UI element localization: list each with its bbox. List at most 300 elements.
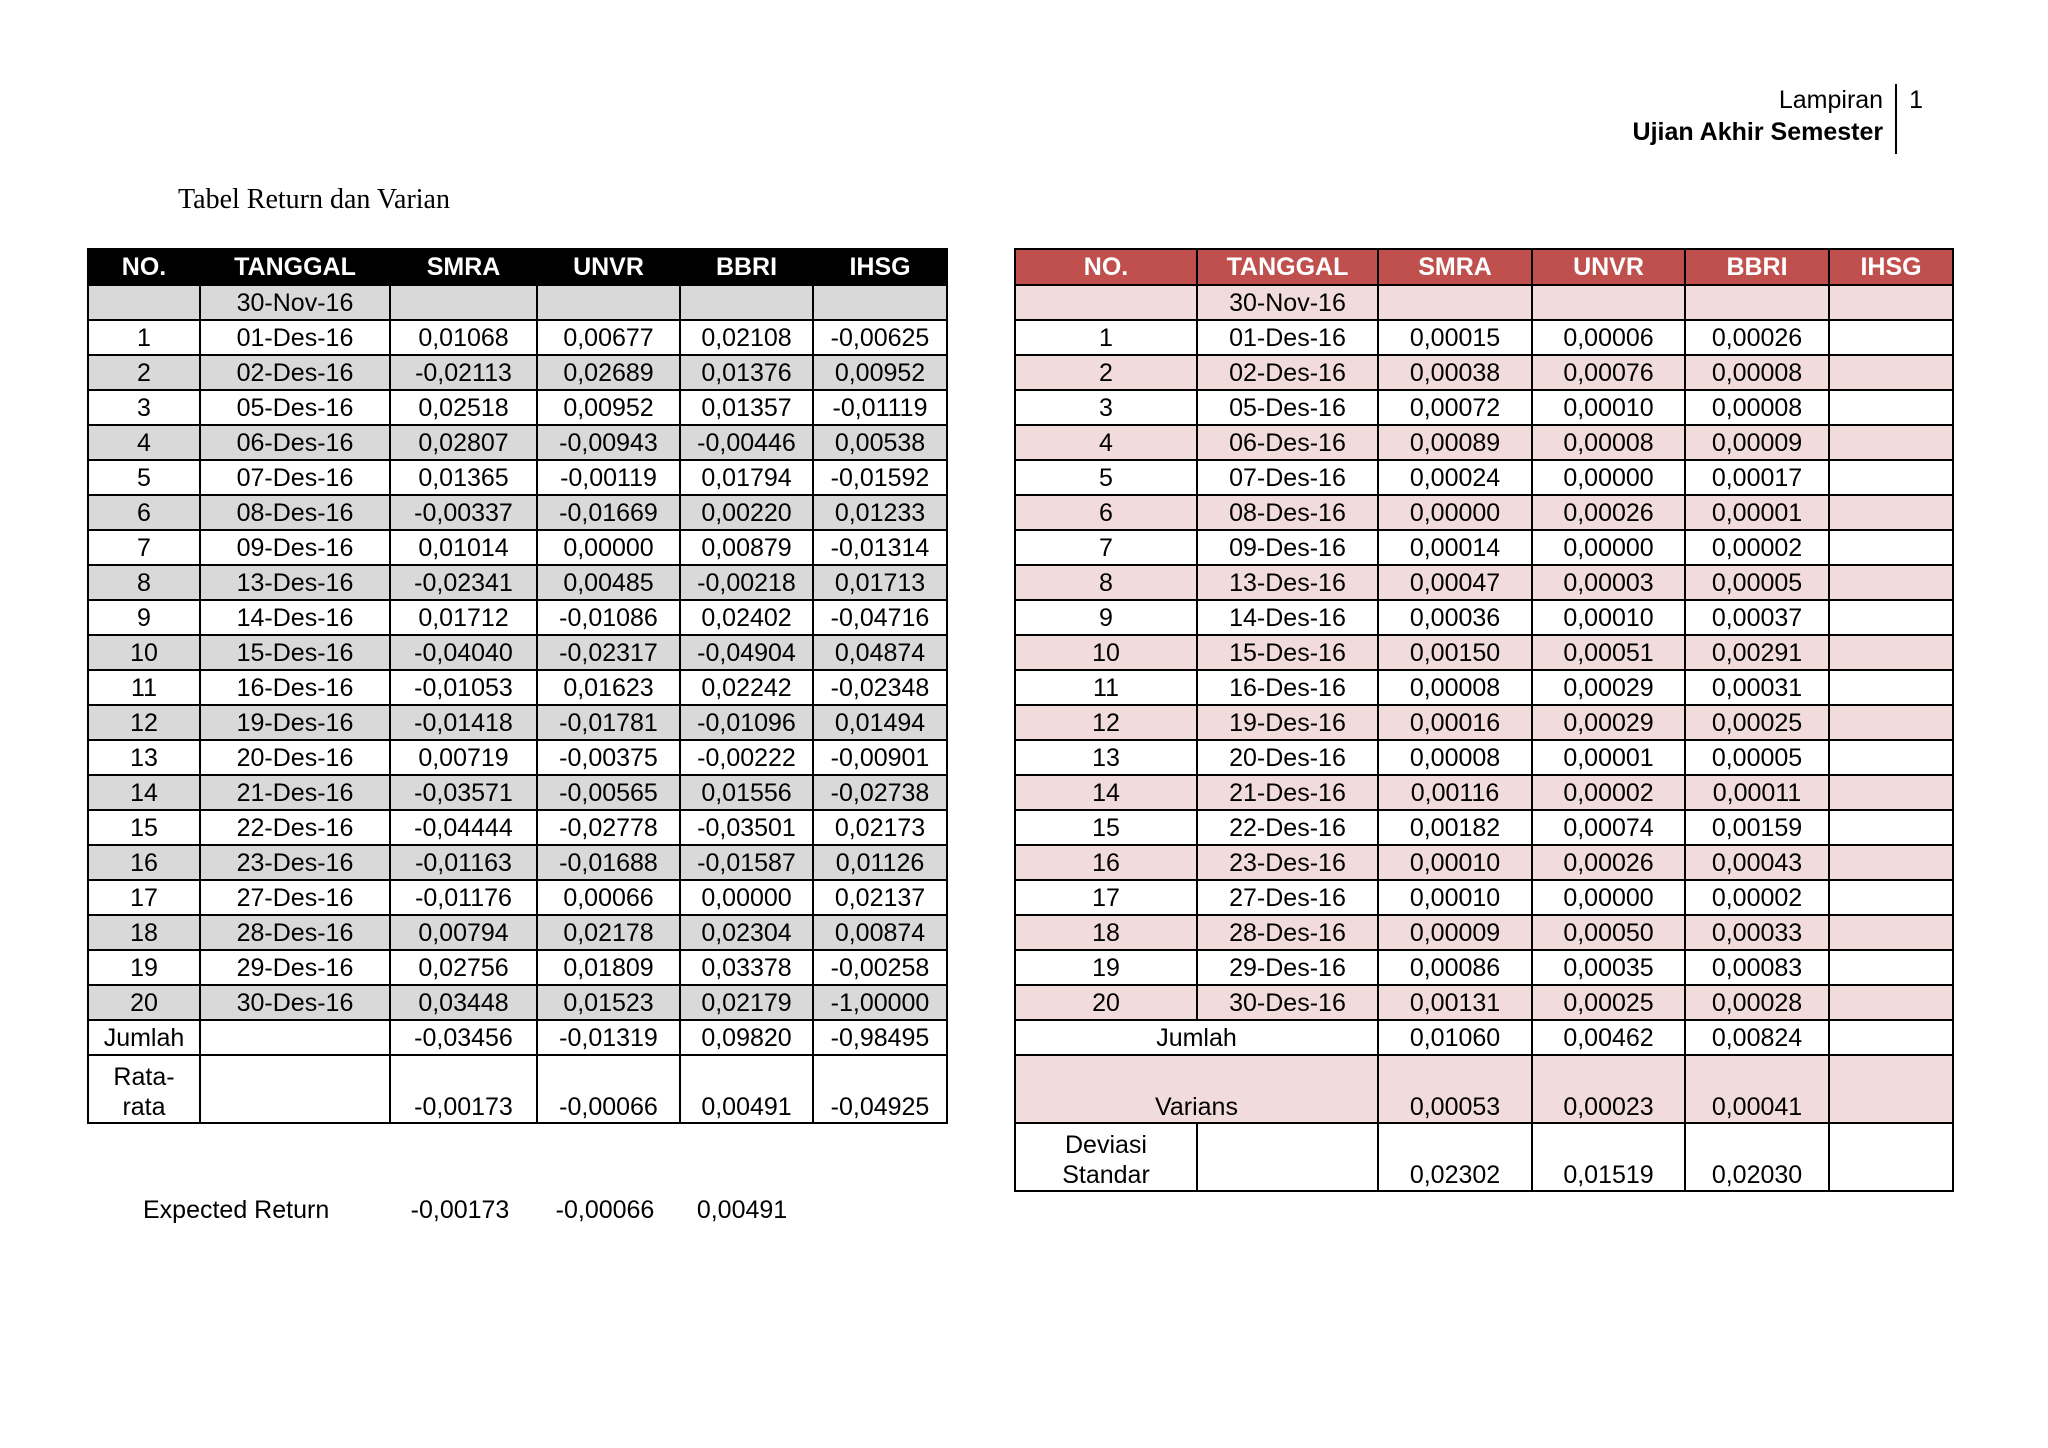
cell-date: 14-Des-16: [200, 600, 390, 635]
cell-no: 5: [88, 460, 200, 495]
rata-rata-ihsg: -0,04925: [813, 1055, 947, 1123]
table-row: [88, 845, 947, 880]
table-row: [88, 880, 947, 915]
cell-date: 08-Des-16: [200, 495, 390, 530]
jumlah-label: Jumlah: [88, 1020, 200, 1055]
jumlah-row: [1015, 1020, 1953, 1055]
varians-bbri: 0,00041: [1685, 1055, 1829, 1123]
cell-smra: 0,00024: [1378, 460, 1532, 495]
expected-return-label: Expected Return: [143, 1196, 330, 1224]
cell-smra: 0,00047: [1378, 565, 1532, 600]
cell-ihsg: -0,01119: [813, 390, 947, 425]
cell-unvr: -0,01781: [537, 705, 680, 740]
cell-unvr: 0,02178: [537, 915, 680, 950]
cell-bbri: 0,02179: [680, 985, 813, 1020]
cell-ihsg: [1829, 495, 1953, 530]
cell-ihsg: -0,02348: [813, 670, 947, 705]
cell-date: 30-Des-16: [1197, 985, 1378, 1020]
cell-ihsg: [1829, 775, 1953, 810]
cell-bbri: 0,00009: [1685, 425, 1829, 460]
cell-no: 2: [1015, 355, 1197, 390]
cell-ihsg: 0,02173: [813, 810, 947, 845]
cell-bbri: 0,02304: [680, 915, 813, 950]
cell-date: 22-Des-16: [1197, 810, 1378, 845]
cell-unvr: 0,00010: [1532, 600, 1685, 635]
cell-no: 10: [88, 635, 200, 670]
cell-unvr: 0,00025: [1532, 985, 1685, 1020]
cell-date: 01-Des-16: [1197, 320, 1378, 355]
cell-unvr: -0,00565: [537, 775, 680, 810]
cell-date: 27-Des-16: [1197, 880, 1378, 915]
cell-no: 11: [88, 670, 200, 705]
cell-date: 23-Des-16: [200, 845, 390, 880]
expected-return-unvr: -0,00066: [555, 1196, 655, 1224]
cell-unvr: 0,00003: [1532, 565, 1685, 600]
document-title: Tabel Return dan Varian: [178, 184, 450, 215]
cell-date: 16-Des-16: [1197, 670, 1378, 705]
cell-ihsg: [1829, 320, 1953, 355]
jumlah-smra: 0,01060: [1378, 1020, 1532, 1055]
header-ihsg: IHSG: [1829, 249, 1953, 285]
jumlah-bbri: 0,00824: [1685, 1020, 1829, 1055]
cell-empty: [1197, 1123, 1378, 1191]
varians-unvr: 0,00023: [1532, 1055, 1685, 1123]
cell-unvr: 0,01809: [537, 950, 680, 985]
cell-empty: [390, 285, 537, 320]
table-row: [88, 670, 947, 705]
cell-unvr: 0,00677: [537, 320, 680, 355]
expected-return-smra: -0,00173: [410, 1196, 510, 1224]
cell-smra: 0,00072: [1378, 390, 1532, 425]
cell-smra: 0,01712: [390, 600, 537, 635]
cell-ihsg: [1829, 670, 1953, 705]
table-row: [1015, 460, 1953, 495]
cell-smra: 0,01014: [390, 530, 537, 565]
header-date: TANGGAL: [1197, 249, 1378, 285]
cell-bbri: 0,00031: [1685, 670, 1829, 705]
cell-date: 21-Des-16: [1197, 775, 1378, 810]
cell-unvr: 0,00006: [1532, 320, 1685, 355]
cell-unvr: 0,00010: [1532, 390, 1685, 425]
table-row: [88, 775, 947, 810]
table-row: [1015, 565, 1953, 600]
cell-ihsg: [1829, 635, 1953, 670]
cell-unvr: 0,02689: [537, 355, 680, 390]
cell-unvr: 0,00000: [1532, 460, 1685, 495]
cell-ihsg: 0,02137: [813, 880, 947, 915]
cell-date: 30-Nov-16: [200, 285, 390, 320]
header-bbri: BBRI: [1685, 249, 1829, 285]
cell-bbri: 0,00001: [1685, 495, 1829, 530]
variance-table-header: [1015, 249, 1953, 285]
cell-empty: [1685, 285, 1829, 320]
table-row: [1015, 530, 1953, 565]
cell-no: 7: [1015, 530, 1197, 565]
cell-no: 19: [88, 950, 200, 985]
cell-ihsg: 0,01494: [813, 705, 947, 740]
cell-smra: 0,00010: [1378, 845, 1532, 880]
header-unvr: UNVR: [1532, 249, 1685, 285]
cell-no: 4: [1015, 425, 1197, 460]
rata-rata-label-line-1: Rata-: [113, 1063, 175, 1091]
cell-no: 8: [88, 565, 200, 600]
varians-row: [1015, 1055, 1953, 1123]
cell-ihsg: [1829, 425, 1953, 460]
deviasi-standar-label: [1015, 1123, 1197, 1191]
cell-ihsg: [1829, 915, 1953, 950]
cell-unvr: 0,00001: [1532, 740, 1685, 775]
rata-rata-smra: -0,00173: [390, 1055, 537, 1123]
table-row: [88, 565, 947, 600]
cell-smra: 0,03448: [390, 985, 537, 1020]
jumlah-label: Jumlah: [1015, 1020, 1378, 1055]
cell-bbri: 0,01556: [680, 775, 813, 810]
cell-bbri: 0,00028: [1685, 985, 1829, 1020]
cell-date: 30-Nov-16: [1197, 285, 1378, 320]
cell-no: 17: [1015, 880, 1197, 915]
cell-bbri: 0,00017: [1685, 460, 1829, 495]
cell-bbri: 0,00002: [1685, 530, 1829, 565]
cell-smra: 0,01365: [390, 460, 537, 495]
cell-unvr: 0,00002: [1532, 775, 1685, 810]
cell-no: 14: [1015, 775, 1197, 810]
cell-unvr: 0,00035: [1532, 950, 1685, 985]
cell-unvr: -0,00943: [537, 425, 680, 460]
cell-date: 13-Des-16: [200, 565, 390, 600]
table-row-base: [1015, 285, 1953, 320]
cell-bbri: 0,00005: [1685, 740, 1829, 775]
cell-ihsg: 0,00538: [813, 425, 947, 460]
table-row: [1015, 775, 1953, 810]
cell-no: 13: [88, 740, 200, 775]
cell-smra: 0,02518: [390, 390, 537, 425]
cell-ihsg: [1829, 530, 1953, 565]
cell-smra: 0,00015: [1378, 320, 1532, 355]
cell-date: 20-Des-16: [1197, 740, 1378, 775]
cell-smra: 0,00016: [1378, 705, 1532, 740]
cell-bbri: 0,03378: [680, 950, 813, 985]
table-row: [1015, 810, 1953, 845]
cell-smra: 0,00116: [1378, 775, 1532, 810]
cell-smra: 0,00086: [1378, 950, 1532, 985]
cell-date: 15-Des-16: [200, 635, 390, 670]
cell-bbri: 0,00011: [1685, 775, 1829, 810]
deviasi-standar-label-line-2: Standar: [1062, 1161, 1150, 1189]
varians-label: Varians: [1015, 1055, 1378, 1123]
table-row: [88, 705, 947, 740]
cell-ihsg: 0,01233: [813, 495, 947, 530]
cell-unvr: 0,00000: [537, 530, 680, 565]
cell-ihsg: [1829, 390, 1953, 425]
cell-date: 02-Des-16: [1197, 355, 1378, 390]
return-table: [87, 248, 948, 1124]
table-row: [88, 985, 947, 1020]
cell-bbri: 0,00043: [1685, 845, 1829, 880]
cell-no: 1: [88, 320, 200, 355]
jumlah-bbri: 0,09820: [680, 1020, 813, 1055]
cell-bbri: 0,00008: [1685, 390, 1829, 425]
table-row: [1015, 425, 1953, 460]
cell-unvr: -0,02778: [537, 810, 680, 845]
cell-unvr: 0,00074: [1532, 810, 1685, 845]
cell-unvr: 0,00029: [1532, 670, 1685, 705]
cell-unvr: 0,00485: [537, 565, 680, 600]
cell-smra: 0,00089: [1378, 425, 1532, 460]
cell-date: 06-Des-16: [200, 425, 390, 460]
cell-date: 02-Des-16: [200, 355, 390, 390]
cell-ihsg: -0,01592: [813, 460, 947, 495]
cell-no: 8: [1015, 565, 1197, 600]
cell-no: 11: [1015, 670, 1197, 705]
varians-smra: 0,00053: [1378, 1055, 1532, 1123]
cell-smra: 0,01068: [390, 320, 537, 355]
cell-no: 13: [1015, 740, 1197, 775]
table-row: [1015, 390, 1953, 425]
cell-ihsg: 0,04874: [813, 635, 947, 670]
cell-ihsg: 0,00874: [813, 915, 947, 950]
cell-smra: -0,01176: [390, 880, 537, 915]
table-row: [88, 495, 947, 530]
cell-unvr: 0,00051: [1532, 635, 1685, 670]
cell-ihsg: [1829, 880, 1953, 915]
cell-smra: -0,01418: [390, 705, 537, 740]
cell-ihsg: -0,01314: [813, 530, 947, 565]
table-row: [1015, 355, 1953, 390]
cell-bbri: 0,00002: [1685, 880, 1829, 915]
header-smra: SMRA: [390, 249, 537, 285]
cell-smra: 0,00719: [390, 740, 537, 775]
cell-date: 16-Des-16: [200, 670, 390, 705]
header-bbri: BBRI: [680, 249, 813, 285]
cell-date: 29-Des-16: [1197, 950, 1378, 985]
cell-bbri: 0,00000: [680, 880, 813, 915]
cell-date: 05-Des-16: [200, 390, 390, 425]
cell-no: 6: [88, 495, 200, 530]
cell-empty: [537, 285, 680, 320]
cell-bbri: -0,01587: [680, 845, 813, 880]
cell-empty: [200, 1020, 390, 1055]
cell-date: 09-Des-16: [200, 530, 390, 565]
page-header: [1633, 84, 1923, 154]
deviasi-smra: 0,02302: [1378, 1123, 1532, 1191]
varians-ihsg: [1829, 1055, 1953, 1123]
cell-date: 21-Des-16: [200, 775, 390, 810]
cell-ihsg: [1829, 705, 1953, 740]
cell-smra: -0,01053: [390, 670, 537, 705]
cell-no: 2: [88, 355, 200, 390]
table-row: [88, 740, 947, 775]
return-table-body: [88, 285, 947, 1123]
cell-date: 19-Des-16: [200, 705, 390, 740]
cell-no: 15: [1015, 810, 1197, 845]
cell-ihsg: -1,00000: [813, 985, 947, 1020]
cell-date: 14-Des-16: [1197, 600, 1378, 635]
cell-bbri: -0,04904: [680, 635, 813, 670]
cell-unvr: 0,01523: [537, 985, 680, 1020]
table-row: [88, 425, 947, 460]
header-date: TANGGAL: [200, 249, 390, 285]
cell-date: 08-Des-16: [1197, 495, 1378, 530]
expected-return-bbri: 0,00491: [696, 1196, 788, 1224]
table-row: [88, 390, 947, 425]
cell-date: 13-Des-16: [1197, 565, 1378, 600]
cell-bbri: 0,00008: [1685, 355, 1829, 390]
cell-date: 20-Des-16: [200, 740, 390, 775]
cell-bbri: 0,00291: [1685, 635, 1829, 670]
cell-no: 5: [1015, 460, 1197, 495]
table-row: [1015, 600, 1953, 635]
cell-smra: -0,04040: [390, 635, 537, 670]
jumlah-ihsg: [1829, 1020, 1953, 1055]
cell-ihsg: [1829, 600, 1953, 635]
cell-unvr: 0,00029: [1532, 705, 1685, 740]
cell-bbri: 0,02242: [680, 670, 813, 705]
cell-unvr: 0,00026: [1532, 845, 1685, 880]
cell-date: 15-Des-16: [1197, 635, 1378, 670]
cell-ihsg: -0,00258: [813, 950, 947, 985]
cell-smra: -0,00337: [390, 495, 537, 530]
jumlah-row: [88, 1020, 947, 1055]
variance-table-body: [1015, 285, 1953, 1191]
header-no: NO.: [1015, 249, 1197, 285]
cell-date: 29-Des-16: [200, 950, 390, 985]
cell-ihsg: [1829, 985, 1953, 1020]
header-text-block: [1633, 84, 1898, 154]
cell-bbri: 0,00220: [680, 495, 813, 530]
cell-bbri: 0,01357: [680, 390, 813, 425]
cell-unvr: 0,00000: [1532, 530, 1685, 565]
table-row: [1015, 705, 1953, 740]
cell-ihsg: 0,00952: [813, 355, 947, 390]
cell-empty: [1532, 285, 1685, 320]
cell-ihsg: -0,00625: [813, 320, 947, 355]
deviasi-bbri: 0,02030: [1685, 1123, 1829, 1191]
cell-no: 17: [88, 880, 200, 915]
table-row: [88, 915, 947, 950]
cell-date: 01-Des-16: [200, 320, 390, 355]
header-lampiran: Lampiran: [1778, 86, 1884, 114]
table-row: [1015, 495, 1953, 530]
cell-smra: 0,00010: [1378, 880, 1532, 915]
cell-unvr: 0,00076: [1532, 355, 1685, 390]
cell-unvr: 0,00008: [1532, 425, 1685, 460]
cell-unvr: -0,00375: [537, 740, 680, 775]
table-row: [88, 355, 947, 390]
cell-no: 1: [1015, 320, 1197, 355]
cell-no: 9: [1015, 600, 1197, 635]
jumlah-ihsg: -0,98495: [813, 1020, 947, 1055]
cell-date: 19-Des-16: [1197, 705, 1378, 740]
cell-empty: [813, 285, 947, 320]
table-row: [88, 530, 947, 565]
cell-date: 23-Des-16: [1197, 845, 1378, 880]
cell-ihsg: [1829, 355, 1953, 390]
cell-bbri: 0,00025: [1685, 705, 1829, 740]
cell-smra: 0,00009: [1378, 915, 1532, 950]
cell-bbri: -0,01096: [680, 705, 813, 740]
cell-smra: 0,02807: [390, 425, 537, 460]
cell-smra: 0,02756: [390, 950, 537, 985]
table-row: [88, 810, 947, 845]
cell-unvr: 0,00050: [1532, 915, 1685, 950]
cell-no: [88, 285, 200, 320]
header-title: Ujian Akhir Semester: [1632, 118, 1884, 146]
table-row: [1015, 670, 1953, 705]
cell-ihsg: -0,02738: [813, 775, 947, 810]
cell-ihsg: -0,00901: [813, 740, 947, 775]
table-row: [1015, 320, 1953, 355]
cell-unvr: -0,01688: [537, 845, 680, 880]
cell-bbri: -0,00222: [680, 740, 813, 775]
cell-unvr: 0,00000: [1532, 880, 1685, 915]
header-no: NO.: [88, 249, 200, 285]
cell-date: 22-Des-16: [200, 810, 390, 845]
cell-smra: 0,00000: [1378, 495, 1532, 530]
cell-no: 4: [88, 425, 200, 460]
cell-empty: [1378, 285, 1532, 320]
cell-smra: 0,00038: [1378, 355, 1532, 390]
cell-date: 28-Des-16: [200, 915, 390, 950]
cell-empty: [1829, 285, 1953, 320]
cell-ihsg: [1829, 950, 1953, 985]
cell-smra: 0,00014: [1378, 530, 1532, 565]
cell-no: 16: [1015, 845, 1197, 880]
cell-date: 05-Des-16: [1197, 390, 1378, 425]
cell-bbri: 0,00005: [1685, 565, 1829, 600]
header-unvr: UNVR: [537, 249, 680, 285]
deviasi-unvr: 0,01519: [1532, 1123, 1685, 1191]
cell-bbri: 0,00033: [1685, 915, 1829, 950]
jumlah-unvr: 0,00462: [1532, 1020, 1685, 1055]
cell-no: 3: [88, 390, 200, 425]
cell-no: 9: [88, 600, 200, 635]
cell-no: 6: [1015, 495, 1197, 530]
cell-ihsg: -0,04716: [813, 600, 947, 635]
cell-date: 07-Des-16: [200, 460, 390, 495]
cell-unvr: -0,01086: [537, 600, 680, 635]
cell-empty: [200, 1055, 390, 1123]
table-row: [1015, 880, 1953, 915]
rata-rata-label: [88, 1055, 200, 1123]
cell-smra: 0,00182: [1378, 810, 1532, 845]
jumlah-smra: -0,03456: [390, 1020, 537, 1055]
cell-unvr: 0,00066: [537, 880, 680, 915]
cell-no: 12: [1015, 705, 1197, 740]
cell-no: 7: [88, 530, 200, 565]
cell-date: 06-Des-16: [1197, 425, 1378, 460]
cell-bbri: 0,02402: [680, 600, 813, 635]
cell-bbri: 0,00037: [1685, 600, 1829, 635]
table-row: [1015, 950, 1953, 985]
variance-table: [1014, 248, 1954, 1192]
cell-no: 14: [88, 775, 200, 810]
cell-bbri: -0,00446: [680, 425, 813, 460]
header-smra: SMRA: [1378, 249, 1532, 285]
cell-no: 18: [1015, 915, 1197, 950]
rata-rata-label-line-2: rata: [122, 1093, 166, 1121]
cell-ihsg: [1829, 810, 1953, 845]
cell-ihsg: [1829, 565, 1953, 600]
cell-no: 20: [1015, 985, 1197, 1020]
cell-no: 3: [1015, 390, 1197, 425]
cell-ihsg: [1829, 845, 1953, 880]
deviasi-standar-label-line-1: Deviasi: [1065, 1131, 1147, 1159]
cell-no: 18: [88, 915, 200, 950]
table-row: [1015, 845, 1953, 880]
cell-bbri: 0,01794: [680, 460, 813, 495]
cell-ihsg: [1829, 460, 1953, 495]
cell-smra: -0,03571: [390, 775, 537, 810]
